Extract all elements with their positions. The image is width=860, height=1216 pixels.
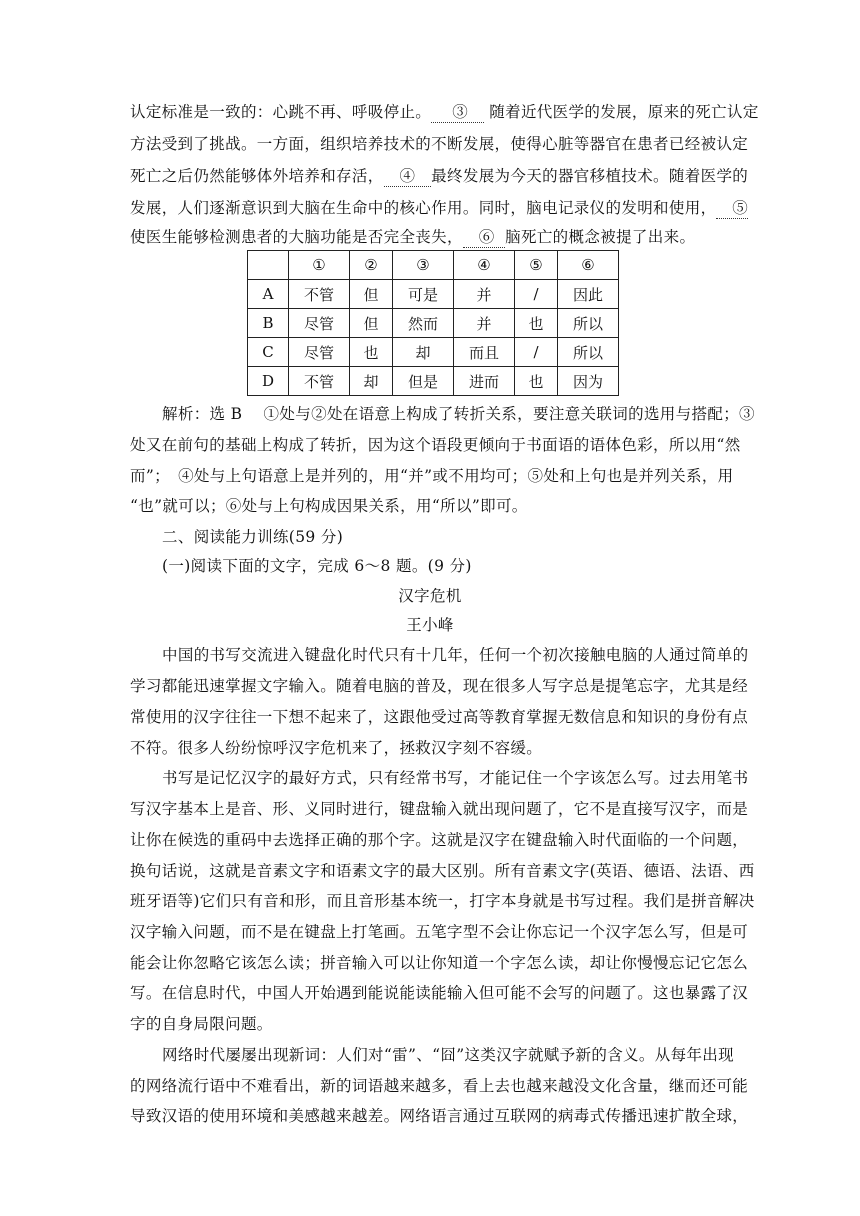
passage-text: 随着近代医学的发展，原来的死亡认定 bbox=[489, 103, 759, 121]
table-cell: 也 bbox=[350, 338, 393, 367]
table-cell: 不管 bbox=[289, 367, 350, 396]
table-row bbox=[248, 309, 619, 338]
passage-line-2: 方法受到了挑战。一方面，组织培养技术的不断发展，使得心脏等器官在患者已经被认定 bbox=[130, 135, 749, 153]
passage-text: 死亡之后仍然能够体外培养和存活， bbox=[130, 167, 384, 185]
options-table bbox=[247, 250, 619, 396]
passage-line-1 bbox=[130, 102, 759, 122]
body-line: 书写是记忆汉字的最好方式，只有经常书写，才能记住一个字该怎么写。过去用笔书 bbox=[162, 769, 749, 787]
table-cell: ② bbox=[350, 251, 393, 280]
table-cell: 尽管 bbox=[289, 309, 350, 338]
table-cell: 却 bbox=[350, 367, 393, 396]
body-line: 导致汉语的使用环境和美感越来越差。网络语言通过互联网的病毒式传播迅速扩散全球， bbox=[130, 1107, 749, 1125]
table-cell: 也 bbox=[515, 367, 558, 396]
passage-text: 脑死亡的概念被提了出来。 bbox=[505, 228, 696, 246]
analysis-line-4: “也”就可以；⑥处与上句构成因果关系，用“所以”即可。 bbox=[130, 497, 528, 515]
table-cell: 尽管 bbox=[289, 338, 350, 367]
table-cell: A bbox=[248, 280, 289, 309]
table-cell: D bbox=[248, 367, 289, 396]
table-cell: 却 bbox=[393, 338, 454, 367]
body-line: 字的自身局限问题。 bbox=[130, 1015, 273, 1033]
body-line: 汉字输入问题，而不是在键盘上打笔画。五笔字型不会让你忘记一个汉字怎么写，但是可 bbox=[130, 923, 749, 941]
table-cell: C bbox=[248, 338, 289, 367]
passage-line-4 bbox=[130, 198, 749, 218]
body-line: 写汉字基本上是音、形、义同时进行，键盘输入就出现问题了，它不是直接写汉字，而是 bbox=[130, 800, 749, 818]
table-cell: 而且 bbox=[454, 338, 515, 367]
table-cell: ⑥ bbox=[558, 251, 619, 280]
table-cell: ⑤ bbox=[515, 251, 558, 280]
table-cell: / bbox=[515, 280, 558, 309]
table-cell: ③ bbox=[393, 251, 454, 280]
table-cell: / bbox=[515, 338, 558, 367]
body-line: 网络时代屡屡出现新词：人们对“雷”、“囧”这类汉字就赋予新的含义。从每年出现 bbox=[162, 1046, 734, 1064]
table-row bbox=[248, 338, 619, 367]
table-cell: 并 bbox=[454, 309, 515, 338]
blank-5: ⑤ bbox=[716, 199, 748, 219]
table-cell: 也 bbox=[515, 309, 558, 338]
table-cell: 因为 bbox=[558, 367, 619, 396]
section-heading: 二、阅读能力训练(59 分) bbox=[162, 528, 344, 546]
passage-line-5 bbox=[130, 227, 730, 247]
body-line: 的网络流行语中不难看出，新的词语越来越多，看上去也越来越没文化含量，继而还可能 bbox=[130, 1077, 749, 1095]
table-cell: B bbox=[248, 309, 289, 338]
body-line: 能会让你忽略它该怎么读；拼音输入可以让你知道一个字怎么读，却让你慢慢忘记它怎么 bbox=[130, 954, 749, 972]
body-line: 让你在候选的重码中去选择正确的那个字。这就是汉字在键盘输入时代面临的一个问题， bbox=[130, 831, 749, 849]
table-cell: 不管 bbox=[289, 280, 350, 309]
blank-6: ⑥ bbox=[463, 228, 505, 248]
table-header-row bbox=[248, 251, 619, 280]
table-cell: 可是 bbox=[393, 280, 454, 309]
table-cell: 所以 bbox=[558, 338, 619, 367]
analysis-line-3: 而”； ④处与上句语意上是并列的，用“并”或不用均可；⑤处和上句也是并列关系，用 bbox=[130, 467, 734, 485]
table-cell: 进而 bbox=[454, 367, 515, 396]
table-cell bbox=[248, 251, 289, 280]
blank-4: ④ bbox=[384, 167, 432, 187]
table-cell: 因此 bbox=[558, 280, 619, 309]
passage-line-3 bbox=[130, 166, 749, 186]
blank-3: ③ bbox=[431, 103, 484, 123]
passage-text: 最终发展为今天的器官移植技术。随着医学的 bbox=[431, 167, 749, 185]
body-line: 学习都能迅速掌握文字输入。随着电脑的普及，现在很多人写字总是提笔忘字，尤其是经 bbox=[130, 677, 749, 695]
table-row bbox=[248, 367, 619, 396]
table-cell: 并 bbox=[454, 280, 515, 309]
table-cell: ④ bbox=[454, 251, 515, 280]
table-row bbox=[248, 280, 619, 309]
table-cell: ① bbox=[289, 251, 350, 280]
passage-text: 使医生能够检测患者的大脑功能是否完全丧失， bbox=[130, 228, 463, 246]
body-line: 不符。很多人纷纷惊呼汉字危机来了，拯救汉字刻不容缓。 bbox=[130, 739, 543, 757]
passage-text: 发展，人们逐渐意识到大脑在生命中的核心作用。同时，脑电记录仪的发明和使用， bbox=[130, 199, 717, 217]
table-cell: 所以 bbox=[558, 309, 619, 338]
passage-text: 认定标准是一致的：心跳不再、呼吸停止。 bbox=[130, 103, 432, 121]
table-cell: 但 bbox=[350, 309, 393, 338]
body-line: 中国的书写交流进入键盘化时代只有十几年，任何一个初次接触电脑的人通过简单的 bbox=[162, 646, 749, 664]
body-line: 班牙语等)它们只有音和形，而且音形基本统一，打字本身就是书写过程。我们是拼音解决 bbox=[130, 892, 755, 910]
body-line: 换句话说，这就是音素文字和语素文字的最大区别。所有音素文字(英语、德语、法语、西 bbox=[130, 862, 755, 880]
analysis-line-1: 解析：选 B ①处与②处在语意上构成了转折关系，要注意关联词的选用与搭配；③ bbox=[162, 405, 755, 423]
table-cell: 然而 bbox=[393, 309, 454, 338]
article-title: 汉字危机 bbox=[398, 587, 462, 605]
question-instruction: (一)阅读下面的文字，完成 6～8 题。(9 分) bbox=[162, 557, 472, 575]
article-author: 王小峰 bbox=[406, 616, 454, 634]
body-line: 写。在信息时代，中国人开始遇到能说能读能输入但可能不会写的问题了。这也暴露了汉 bbox=[130, 984, 749, 1002]
body-line: 常使用的汉字往往一下想不起来了，这跟他受过高等教育掌握无数信息和知识的身份有点 bbox=[130, 708, 749, 726]
analysis-line-2: 处又在前句的基础上构成了转折，因为这个语段更倾向于书面语的语体色彩，所以用“然 bbox=[130, 436, 741, 454]
table-cell: 但是 bbox=[393, 367, 454, 396]
table-cell: 但 bbox=[350, 280, 393, 309]
